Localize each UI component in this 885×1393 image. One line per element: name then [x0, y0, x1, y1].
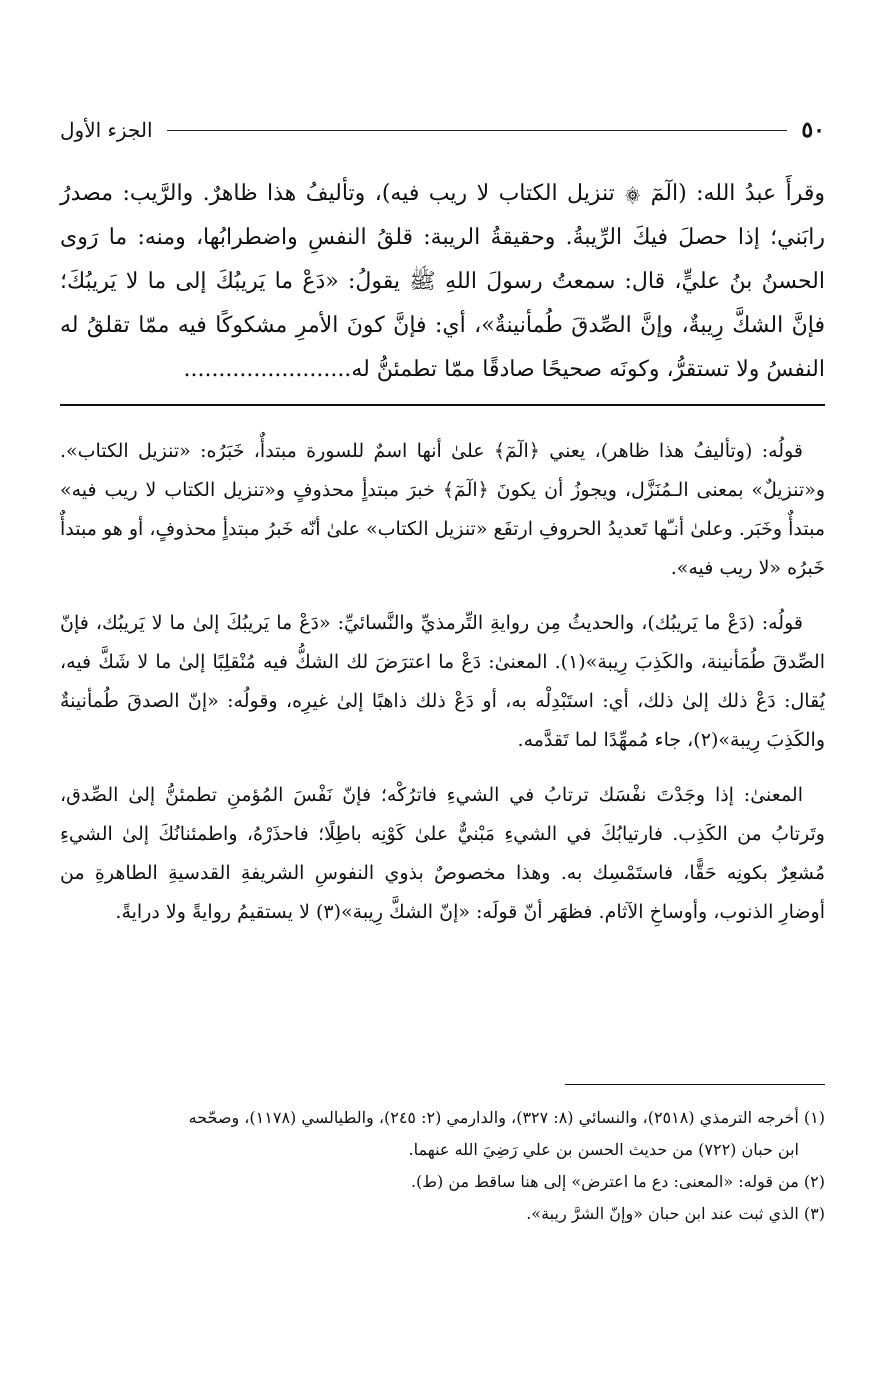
main-text — [60, 172, 825, 392]
matn-commentary-divider — [60, 404, 825, 406]
commentary-paragraph-1: قولُه: (وتأليفُ هذا ظاهر)، يعني ﴿الٓمٓ﴾ علىٰ أنها اسمٌ للسورة مبتدأٌ، خَبَرُه: «تنزيل الكتاب». و«تنزيلٌ» بمعنى الـمُنَزَّل، ويجوزُ أن يكونَ ﴿الٓمٓ﴾ خبرَ مبتدأٍ محذوفٍ و«تنزيل الكتاب لا ريب فيه» مبتدأٌ وخَبَر. وعلىٰ أنـّها تَعديدُ الحروفِ ارتفَع «تنزيل الكتاب» علىٰ أنّه خَبرُ مبتدأٍ محذوفٍ، أو هو مبتدأٌ خَبرُه «لا ريب فيه». — [60, 440, 825, 579]
commentary-paragraph-2: قولُه: (دَعْ ما يَريبُك)، والحديثُ مِن روايةِ التِّرمذيِّ والنَّسائيِّ: «دَعْ ما يَريبُكَ إلىٰ ما لا يَريبُك، فإنّ الصِّدقَ طُمَأنينة، والكَذِبَ رِيبة»(١). المعنىٰ: دَعْ ما اعترَضَ لك الشكُّ فيه مُنْقلِبًا إلىٰ ما لا شَكَّ فيه، يُقال: دَعْ ذلك إلىٰ ذلك، أي: استَبْدِلْه به، أو دَعْ ذلك ذاهبًا إلىٰ غيرِه، وقولُه: «إنّ الصدقَ طُمأنينةٌ والكَذِبَ رِيبة»(٢)، جاء مُمهِّدًا لما تَقدَّمه. — [60, 612, 825, 751]
volume-title: الجزء الأول — [60, 118, 153, 142]
main-text-paragraph — [60, 172, 825, 392]
main-text-ellipsis: ........................ — [183, 357, 352, 382]
book-page — [60, 0, 825, 1393]
header-rule — [167, 130, 788, 131]
running-header — [60, 112, 825, 148]
commentary — [60, 432, 825, 948]
page-number: ٥٠ — [801, 117, 825, 143]
footnotes — [60, 1102, 825, 1230]
footnote-3: (٣) الذي ثبت عند ابن حبان «وإنّ الشرَّ ريبة». — [526, 1204, 825, 1223]
footnote-divider — [565, 1084, 825, 1085]
commentary-paragraph-3: المعنىٰ: إذا وجَدْتَ نفْسَك ترتابُ في الشيءِ فاترُكْه؛ فإنّ نَفْسَ المُؤمنِ تطمئنُّ إلىٰ الصِّدق، وتَرتابُ من الكَذِب. فارتيابُكَ في الشيءِ مَبْنيٌّ علىٰ كَوْنِه باطِلًا؛ فاحذَرْهُ، واطمئنانُكَ إلىٰ الشيءِ مُشعِرٌ بكونِه حَقًّا، فاستَمْسِك به. وهذا مخصوصٌ بذوي النفوسِ الشريفةِ القدسيةِ الطاهرةِ من أوضارِ الذنوب، وأوساخِ الآثام. فظهَر أنّ قولَه: «إنّ الشكَّ رِيبة»(٣) لا يستقيمُ روايةً ولا درايةً. — [60, 784, 825, 923]
main-text-body: وقرأَ عبدُ الله: (الٓمٓ ۞ تنزيل الكتاب لا ريب فيه)، وتأليفُ هذا ظاهرٌ. والرَّيب: مصدرُ رابَني؛ إذا حصلَ فيكَ الرِّيبةُ. وحقيقةُ الريبة: قلقُ النفسِ واضطرابُها، ومنه: ما رَوى الحسنُ بنُ عليٍّ، قال: سمعتُ رسولَ اللهِ ﷺ يقولُ: «دَعْ ما يَريبُكَ إلى ما لا يَريبُكَ؛ فإنَّ الشكَّ رِيبةٌ، وإنَّ الصِّدقَ طُمأنينةٌ»، أي: فإنَّ كونَ الأمرِ مشكوكًا فيه ممّا تقلقُ له النفسُ ولا تستقرُّ، وكونَه صحيحًا صادقًا ممّا تطمئنُّ له — [60, 181, 825, 382]
footnote-1-continuation: ابن حبان (٧٢٢) من حديث الحسن بن علي رَضِيَ الله عنهما. — [408, 1140, 799, 1159]
footnote-1: (١) أخرجه الترمذي (٢٥١٨)، والنسائي (٨: ٣٢٧)، والدارمي (٢: ٢٤٥)، والطيالسي (١١٧٨)، وصحّحه — [188, 1108, 825, 1127]
footnote-2: (٢) من قوله: «المعنى: دع ما اعترض» إلى هنا ساقط من (ط). — [410, 1172, 825, 1191]
